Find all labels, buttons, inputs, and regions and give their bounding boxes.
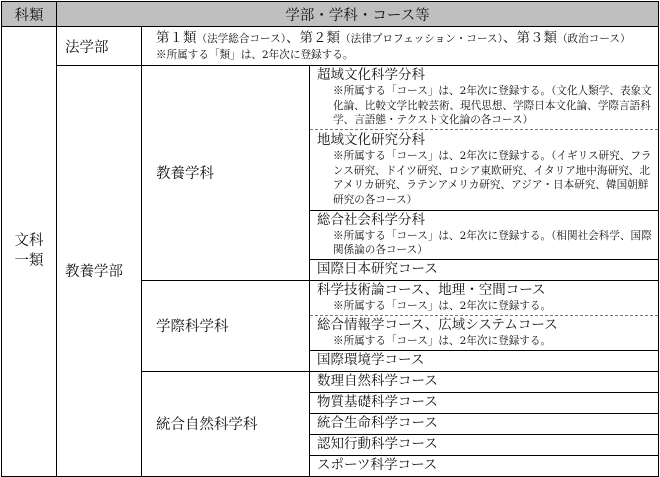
course-table bbox=[1, 1, 659, 477]
law-types-line bbox=[156, 30, 652, 48]
law-row bbox=[2, 27, 659, 66]
category-cell bbox=[2, 27, 57, 477]
course-item bbox=[310, 280, 659, 315]
course-note: ※所属する「コース」は、2年次に登録する。（文化人類学、表象文化論、比較文学比較芸術、現代思想、学際日本文化論、学際言語科学、言語態・テクスト文化論の各コース） bbox=[333, 85, 652, 126]
law-type-3-sub: （政治コース） bbox=[556, 32, 631, 45]
law-sep-2: 、 bbox=[502, 29, 517, 46]
course-title: 数理自然科学コース bbox=[317, 373, 438, 389]
header-faculty-department-course: 学部・学科・コース等 bbox=[57, 2, 659, 27]
course-title: 地域文化研究分科 bbox=[317, 132, 425, 148]
course-title: スポーツ科学コース bbox=[317, 457, 438, 473]
department-integrated-natural-sciences: 統合自然科学科 bbox=[142, 371, 310, 476]
course-item bbox=[310, 392, 659, 413]
header-row bbox=[2, 2, 659, 27]
category-line-1: 文科 bbox=[14, 233, 44, 250]
law-note: ※所属する「類」は、2年次に登録する。 bbox=[156, 48, 354, 61]
course-title: 科学技術論コース、地理・空間コース bbox=[317, 281, 546, 298]
law-type-2: 第２類 bbox=[299, 29, 341, 46]
course-item bbox=[310, 371, 659, 392]
course-note: ※所属する「コース」は、2年次に登録する。（相関社会科学、国際関係論の各コース） bbox=[333, 229, 652, 256]
course-title: 国際日本研究コース bbox=[317, 261, 438, 277]
course-note: ※所属する「コース」は、2年次に登録する。 bbox=[333, 299, 552, 312]
category-line-2: 一類 bbox=[14, 253, 44, 270]
faculty-law: 法学部 bbox=[57, 27, 142, 66]
course-item bbox=[310, 259, 659, 280]
course-item bbox=[310, 315, 659, 350]
course-note: ※所属する「コース」は、2年次に登録する。（イギリス研究、フランス研究、ドイツ研究、ロシア東欧研究、イタリア地中海研究、北アメリカ研究、ラテンアメリカ研究、アジア・日本研究、韓国朝鮮研究の各コース） bbox=[333, 150, 652, 206]
course-title: 統合生命科学コース bbox=[317, 415, 438, 431]
department-liberal-arts: 教養学科 bbox=[142, 66, 310, 281]
course-title: 超域文化科学分科 bbox=[317, 67, 425, 83]
course-title: 総合情報学コース、広域システムコース bbox=[317, 316, 558, 333]
course-item bbox=[310, 413, 659, 434]
faculty-liberal-arts: 教養学部 bbox=[57, 66, 142, 477]
law-types bbox=[142, 27, 659, 66]
course-title: 物質基礎科学コース bbox=[317, 394, 438, 410]
course-item bbox=[310, 210, 659, 259]
law-type-1: 第１類 bbox=[156, 29, 197, 46]
course-title: 認知行動科学コース bbox=[317, 436, 438, 452]
course-title: 国際環境学コース bbox=[317, 352, 425, 368]
department-interdisciplinary-sciences: 学際科学科 bbox=[142, 280, 310, 371]
course-item bbox=[310, 350, 659, 371]
law-type-3: 第３類 bbox=[516, 29, 557, 46]
course-item bbox=[310, 129, 659, 210]
course-note: ※所属する「コース」は、2年次に登録する。 bbox=[333, 334, 552, 347]
law-type-2-sub: （法律プロフェッション・コース） bbox=[340, 32, 503, 45]
course-title: 総合社会科学分科 bbox=[317, 211, 425, 228]
course-item bbox=[310, 66, 659, 130]
header-category: 科類 bbox=[2, 2, 57, 27]
course-item bbox=[310, 434, 659, 455]
law-type-1-sub: （法学総合コース） bbox=[196, 32, 287, 45]
law-sep-1: 、 bbox=[286, 29, 300, 46]
